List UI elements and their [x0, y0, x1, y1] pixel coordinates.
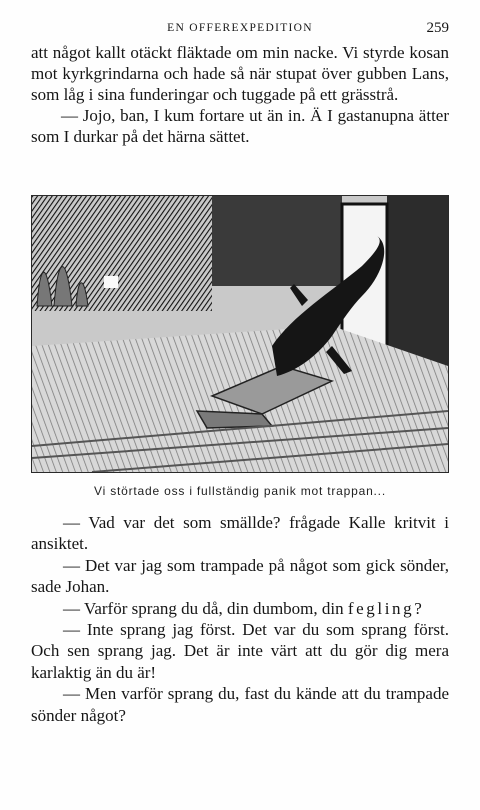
paragraph: — Jojo, ban, I kum fortare ut än in. Ä I gastanupna ätter som I durkar på det härna sättet.: [31, 106, 449, 146]
dark-ceiling: [212, 196, 342, 286]
emphasized-word: fegling: [347, 598, 415, 618]
dialogue-line: — Men varför sprang du, fast du kände att du trampade sönder något?: [31, 684, 449, 725]
page-number: 259: [426, 20, 449, 36]
right-wall: [387, 196, 448, 371]
paragraph: att något kallt otäckt fläktade om min nacke. Vi styrde kosan mot kyrkgrindarna och hade så när stupat över gubben Lans, som låg i sina funderingar och tuggade på ett grässtrå.: [31, 43, 449, 104]
step-lower: [197, 411, 272, 428]
window-light: [104, 276, 118, 288]
dialogue-line: — Det var jag som trampade på något som gick sönder, sade Johan.: [31, 555, 449, 597]
illustration-caption: Vi störtade oss i fullständig panik mot trappan...: [94, 484, 386, 498]
illustration-drawing: [32, 196, 448, 472]
dialogue-block: [31, 512, 449, 726]
dialogue-line: — Vad var det som smällde? frågade Kalle kritvit i ansiktet.: [31, 513, 449, 554]
running-title: EN OFFEREXPEDITION: [167, 22, 313, 34]
page-header: [31, 20, 449, 38]
dialogue-text: ?: [414, 598, 422, 618]
illustration: [31, 195, 449, 473]
dialogue-text: — Varför sprang du då, din dumbom, din: [63, 598, 348, 618]
dialogue-line: [31, 598, 449, 619]
dialogue-line: — Inte sprang jag först. Det var du som sprang först. Och sen sprang jag. Det är inte värt att du gör dig mera karlaktig än du är!: [31, 620, 449, 682]
top-text-block: [31, 42, 449, 147]
